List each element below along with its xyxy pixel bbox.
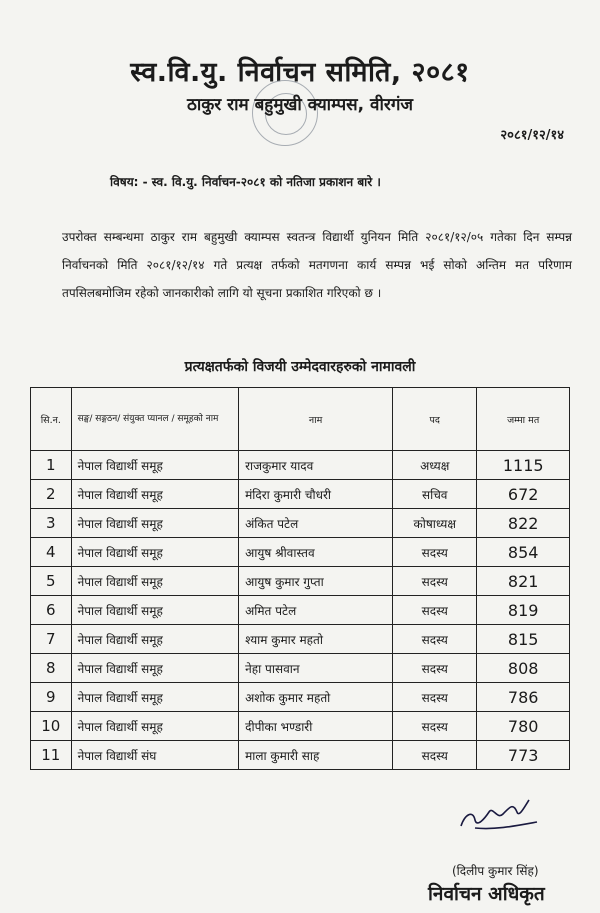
row-serial: 3: [31, 509, 72, 538]
row-post: सदस्य: [393, 567, 477, 596]
row-name: दीपीका भण्डारी: [239, 712, 393, 741]
table-row: [31, 683, 570, 712]
row-serial: 6: [31, 596, 72, 625]
row-post: सदस्य: [393, 712, 477, 741]
row-name: श्याम कुमार महतो: [239, 625, 393, 654]
notice-subject: विषय: - स्व. वि.यु. निर्वाचन-२०८१ को नतिजा प्रकाशन बारे ।: [110, 175, 381, 189]
row-post: सदस्य: [393, 654, 477, 683]
row-post: सदस्य: [393, 625, 477, 654]
officer-title: निर्वाचन अधिकृत: [428, 883, 545, 905]
header-group: सङ्घ/ सङ्गठन/ संयुक्त प्यानल / समूहको नाम: [71, 388, 239, 451]
document-title: स्व.वि.यु. निर्वाचन समिति, २०८१: [130, 57, 470, 88]
row-serial: 5: [31, 567, 72, 596]
row-post: सदस्य: [393, 683, 477, 712]
table-row: [31, 480, 570, 509]
row-votes: 773: [477, 741, 570, 770]
row-group: नेपाल विद्यार्थी समूह: [71, 567, 239, 596]
row-group: नेपाल विद्यार्थी समूह: [71, 654, 239, 683]
row-group: नेपाल विद्यार्थी समूह: [71, 683, 239, 712]
table-title: प्रत्यक्षतर्फको विजयी उम्मेदवारहरुको नामावली: [184, 359, 416, 375]
row-serial: 8: [31, 654, 72, 683]
row-serial: 11: [31, 741, 72, 770]
row-group: नेपाल विद्यार्थी समूह: [71, 480, 239, 509]
row-post: कोषाध्यक्ष: [393, 509, 477, 538]
row-post: सदस्य: [393, 538, 477, 567]
table-row: [31, 625, 570, 654]
row-name: राजकुमार यादव: [239, 451, 393, 480]
signer-name: (दिलीप कुमार सिंह): [452, 864, 539, 878]
campus-name: ठाकुर राम बहुमुखी क्याम्पस, वीरगंज: [186, 95, 414, 115]
notice-body: उपरोक्त सम्बन्धमा ठाकुर राम बहुमुखी क्याम्पस स्वतन्त्र विद्यार्थी युनियन मिति २०८१/१२/०५ गतेका दिन सम्पन्न निर्वाचनको मिति २०८१/१२/१४ गते प्रत्यक्ष तर्फको मतगणना कार्य सम्पन्न भई सोको अन्तिम मत परिणाम तपसिलबमोजिम रहेको जानकारीको लागि यो सूचना प्रकाशित गरिएको छ ।: [62, 230, 572, 300]
table-header-row: [31, 388, 570, 451]
header-name: नाम: [239, 388, 393, 451]
row-name: आयुष श्रीवास्तव: [239, 538, 393, 567]
row-serial: 10: [31, 712, 72, 741]
row-votes: 819: [477, 596, 570, 625]
table-row: [31, 538, 570, 567]
table-row: [31, 712, 570, 741]
row-name: माला कुमारी साह: [239, 741, 393, 770]
table-row: [31, 509, 570, 538]
row-serial: 2: [31, 480, 72, 509]
row-votes: 780: [477, 712, 570, 741]
table-row: [31, 741, 570, 770]
row-group: नेपाल विद्यार्थी संघ: [71, 741, 239, 770]
row-votes: 672: [477, 480, 570, 509]
table-row: [31, 596, 570, 625]
row-post: सचिव: [393, 480, 477, 509]
row-post: सदस्य: [393, 741, 477, 770]
table-row: [31, 654, 570, 683]
notice-date: २०८१/१२/१४: [500, 128, 564, 143]
row-group: नेपाल विद्यार्थी समूह: [71, 538, 239, 567]
row-group: नेपाल विद्यार्थी समूह: [71, 596, 239, 625]
table-row: [31, 451, 570, 480]
row-votes: 822: [477, 509, 570, 538]
row-serial: 1: [31, 451, 72, 480]
row-name: आयुष कुमार गुप्ता: [239, 567, 393, 596]
row-name: अमित पटेल: [239, 596, 393, 625]
row-group: नेपाल विद्यार्थी समूह: [71, 451, 239, 480]
signature: [455, 792, 543, 834]
row-votes: 1115: [477, 451, 570, 480]
header-post: पद: [393, 388, 477, 451]
row-group: नेपाल विद्यार्थी समूह: [71, 712, 239, 741]
row-votes: 821: [477, 567, 570, 596]
row-serial: 9: [31, 683, 72, 712]
row-serial: 7: [31, 625, 72, 654]
header-votes: जम्मा मत: [477, 388, 570, 451]
row-name: अशोक कुमार महतो: [239, 683, 393, 712]
row-serial: 4: [31, 538, 72, 567]
table-row: [31, 567, 570, 596]
row-votes: 786: [477, 683, 570, 712]
results-table: [30, 387, 570, 770]
row-votes: 815: [477, 625, 570, 654]
header-serial: सि.न.: [31, 388, 72, 451]
row-post: अध्यक्ष: [393, 451, 477, 480]
row-group: नेपाल विद्यार्थी समूह: [71, 509, 239, 538]
row-name: नेहा पासवान: [239, 654, 393, 683]
row-name: अंकित पटेल: [239, 509, 393, 538]
row-votes: 854: [477, 538, 570, 567]
row-group: नेपाल विद्यार्थी समूह: [71, 625, 239, 654]
row-post: सदस्य: [393, 596, 477, 625]
row-votes: 808: [477, 654, 570, 683]
row-name: मंदिरा कुमारी चौधरी: [239, 480, 393, 509]
